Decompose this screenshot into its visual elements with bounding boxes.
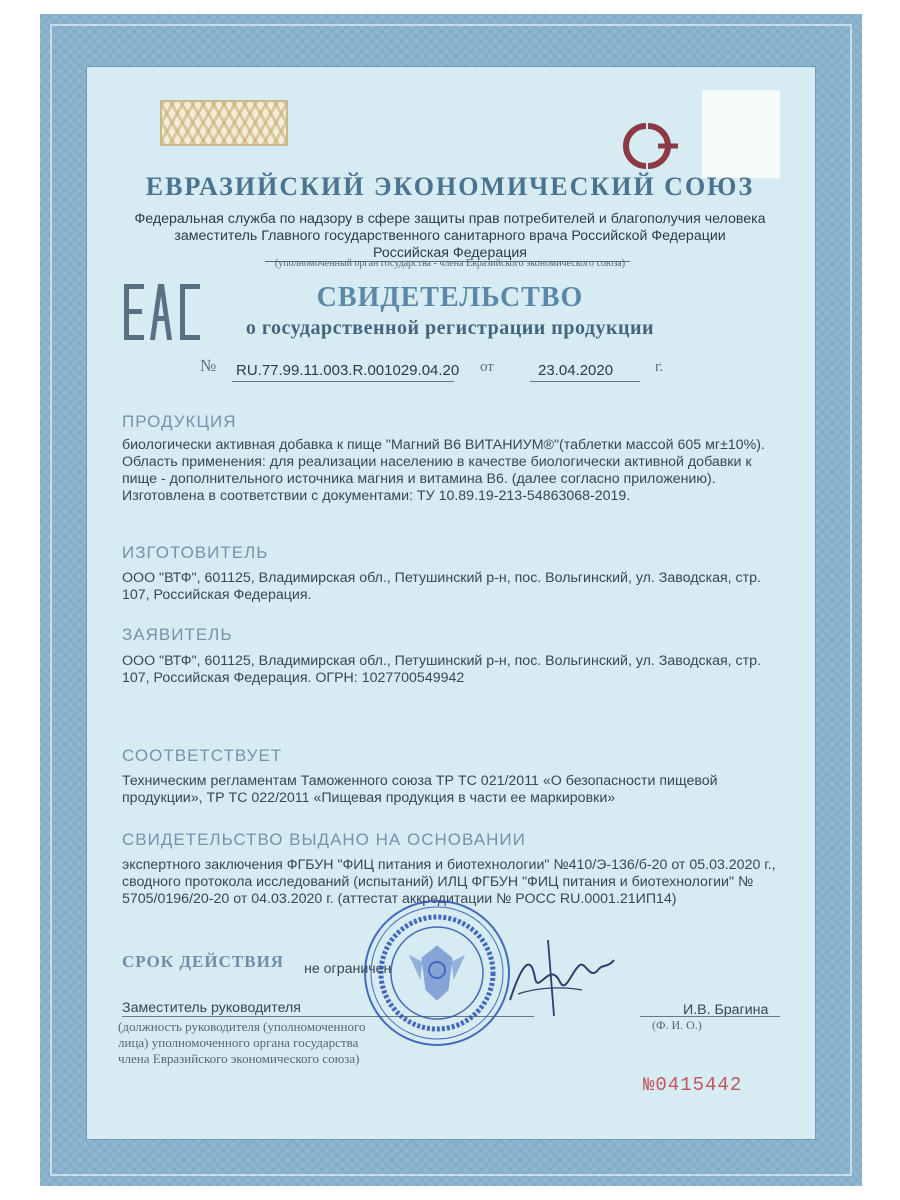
validity-heading: СРОК ДЕЙСТВИЯ (122, 952, 285, 971)
union-title: ЕВРАЗИЙСКИЙ ЭКОНОМИЧЕСКИЙ СОЮЗ (145, 172, 755, 201)
handwritten-signature-icon (490, 930, 620, 1020)
text-line: биологически активная добавка к пище "Магний В6 ВИТАНИУМ®"(таблетки массой 605 мг±10%). (122, 437, 765, 453)
text-line: ООО "ВТФ", 601125, Владимирская обл., Петушинский р-н, пос. Вольгинский, ул. Заводская, стр. (122, 570, 761, 586)
applicant-text (122, 653, 782, 687)
text-line: экспертного заключения ФГБУН "ФИЦ питания и биотехнологии" №410/Э-136/б-20 от 05.03.2020 г., (122, 857, 776, 873)
date-underline (530, 381, 640, 382)
manufacturer-text (122, 570, 782, 604)
registration-number: RU.77.99.11.003.R.001029.04.20 (236, 362, 460, 379)
text-line: 5705/0196/20-20 от 04.03.2020 г. (аттестат аккредитации № РОСС RU.0001.21ИП14) (122, 891, 677, 907)
authority-note: (уполномоченный орган государства - члена Евразийского экономического союза) (274, 258, 626, 269)
conformity-text (122, 773, 782, 807)
text-line: Техническим регламентам Таможенного союза ТР ТС 021/2011 «О безопасности пищевой (122, 773, 718, 789)
registration-date: 23.04.2020 (538, 362, 614, 379)
note-line: члена Евразийского экономического союза) (118, 1051, 360, 1066)
text-line: 107, Российская Федерация. (122, 587, 312, 603)
signatory-name: И.В. Брагина (683, 1002, 769, 1018)
product-text (122, 437, 782, 505)
se-mark-icon (612, 118, 692, 174)
manufacturer-heading: ИЗГОТОВИТЕЛЬ (122, 543, 269, 562)
text-line: Изготовлена в соответствии с документами: ТУ 10.89.19-213-54863068-2019. (122, 488, 631, 504)
applicant-heading: ЗАЯВИТЕЛЬ (122, 625, 233, 644)
document-subtitle: о государственной регистрации продукции (245, 317, 655, 339)
hologram-sticker (160, 100, 288, 146)
corner-patch (702, 90, 780, 178)
text-line: пище - дополнительного источника магния и витамина В6. (далее согласно приложению). (122, 471, 716, 487)
note-line: лица) уполномоченного органа государства (118, 1035, 359, 1050)
serial-number: №0415442 (643, 1074, 743, 1096)
text-line: Область применения: для реализации населению в качестве биологически активной добавки к (122, 454, 752, 470)
authority-line: Федеральная служба по надзору в сфере защиты прав потребителей и благополучия человека (134, 211, 766, 227)
date-from-label: от (480, 359, 494, 375)
product-heading: ПРОДУКЦИЯ (122, 412, 237, 431)
signatory-position: Заместитель руководителя (122, 1000, 301, 1016)
validity-value: не ограничен (304, 961, 392, 977)
text-line: ООО "ВТФ", 601125, Владимирская обл., Петушинский р-н, пос. Вольгинский, ул. Заводская, стр. (122, 653, 761, 669)
issuing-authority (110, 211, 790, 262)
authority-line: Российская Федерация (373, 245, 527, 261)
text-line: сводного протокола исследований (испытаний) ИЛЦ ФГБУН "ФИЦ питания и биотехнологии" № (122, 874, 754, 890)
number-sign: № (200, 356, 217, 375)
text-line: продукции», ТР ТС 022/2011 «Пищевая продукция в части ее маркировки» (122, 790, 616, 806)
document-title: СВИДЕТЕЛЬСТВО (316, 282, 584, 313)
note-line: (должность руководителя (уполномоченного (118, 1019, 366, 1034)
name-underline (640, 1016, 780, 1017)
year-suffix: г. (655, 359, 664, 375)
basis-heading: СВИДЕТЕЛЬСТВО ВЫДАНО НА ОСНОВАНИИ (122, 830, 526, 849)
fio-note: (Ф. И. О.) (652, 1018, 702, 1032)
authority-line: заместитель Главного государственного санитарного врача Российской Федерации (174, 228, 726, 244)
text-line: 107, Российская Федерация. ОГРН: 1027700549942 (122, 670, 465, 686)
conformity-heading: СООТВЕТСТВУЕТ (122, 746, 283, 765)
number-underline (232, 381, 454, 382)
